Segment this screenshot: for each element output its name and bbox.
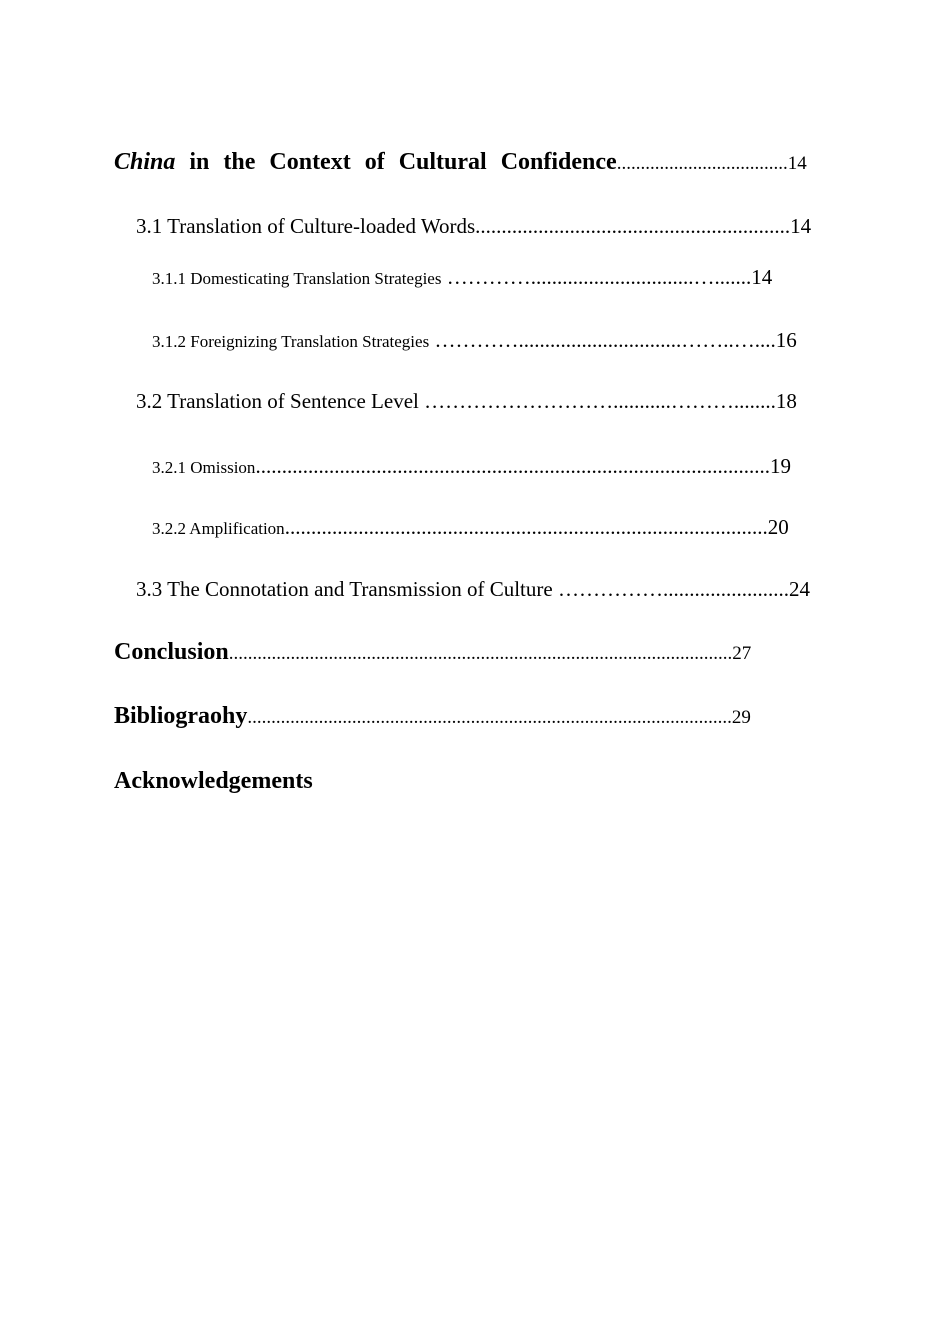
toc-entry-chapter-3-italic: China bbox=[114, 149, 176, 175]
toc-entry-title: 3.1 Translation of Culture-loaded Words bbox=[136, 214, 476, 238]
toc-leader: ……………........................ bbox=[552, 577, 789, 601]
toc-entry-conclusion[interactable] bbox=[114, 640, 751, 664]
toc-page-number: 18 bbox=[775, 389, 797, 413]
toc-leader: ...................................................................................................... bbox=[247, 707, 732, 728]
toc-entry-3-3[interactable] bbox=[136, 579, 810, 600]
toc-page-number: 20 bbox=[767, 515, 789, 539]
toc-entry-title: 3.2.2 Amplification bbox=[152, 519, 285, 538]
toc-entry-title: 3.2.1 Omission bbox=[152, 458, 256, 477]
toc-page-number: 24 bbox=[788, 577, 810, 601]
toc-entry-title: 3.2 Translation of Sentence Level bbox=[136, 389, 419, 413]
toc-leader: .................................................................................................. bbox=[255, 454, 770, 478]
toc-entry-3-2[interactable] bbox=[136, 391, 797, 412]
toc-entry-title: Acknowledgements bbox=[114, 768, 313, 794]
toc-entry-title: 3.1.1 Domesticating Translation Strategies bbox=[152, 269, 442, 288]
toc-leader: …………...............................……..….... bbox=[429, 328, 776, 352]
toc-entry-chapter-3-title: in the Context of Cultural Confidence bbox=[189, 149, 617, 175]
toc-entry-title: Conclusion bbox=[114, 639, 229, 665]
toc-entry-3-2-1[interactable] bbox=[152, 456, 791, 477]
toc-page-number: 14 bbox=[787, 153, 807, 174]
toc-page-number: 14 bbox=[751, 265, 773, 289]
toc-entry-title: 3.3 The Connotation and Transmission of Culture bbox=[136, 577, 553, 601]
toc-page-number: 27 bbox=[732, 643, 752, 664]
toc-leader: .................................... bbox=[616, 153, 788, 174]
toc-entry-3-2-2[interactable] bbox=[152, 517, 789, 538]
toc-entry-3-1[interactable] bbox=[136, 216, 811, 237]
toc-page-number: 16 bbox=[775, 328, 797, 352]
toc-entry-3-1-2[interactable] bbox=[152, 330, 797, 351]
toc-leader: …………...............................…....... bbox=[441, 265, 752, 289]
toc-entry-bibliography[interactable] bbox=[114, 704, 751, 728]
toc-page-number: 19 bbox=[769, 454, 791, 478]
toc-entry-title: 3.1.2 Foreignizing Translation Strategies bbox=[152, 332, 430, 351]
toc-entry-3-1-1[interactable] bbox=[152, 267, 772, 288]
toc-entry-acknowledgements[interactable] bbox=[114, 769, 313, 793]
toc-leader: ............................................................ bbox=[475, 214, 791, 238]
toc-leader: .......................................................................................................... bbox=[228, 643, 733, 664]
toc-page-number: 29 bbox=[731, 707, 751, 728]
toc-leader: ………………………...........………........ bbox=[418, 389, 776, 413]
toc-page-number: 14 bbox=[790, 214, 812, 238]
toc-leader: ............................................................................................ bbox=[284, 515, 768, 539]
toc-entry-chapter-3[interactable] bbox=[114, 150, 807, 174]
toc-entry-title: Bibliograohy bbox=[114, 703, 248, 729]
